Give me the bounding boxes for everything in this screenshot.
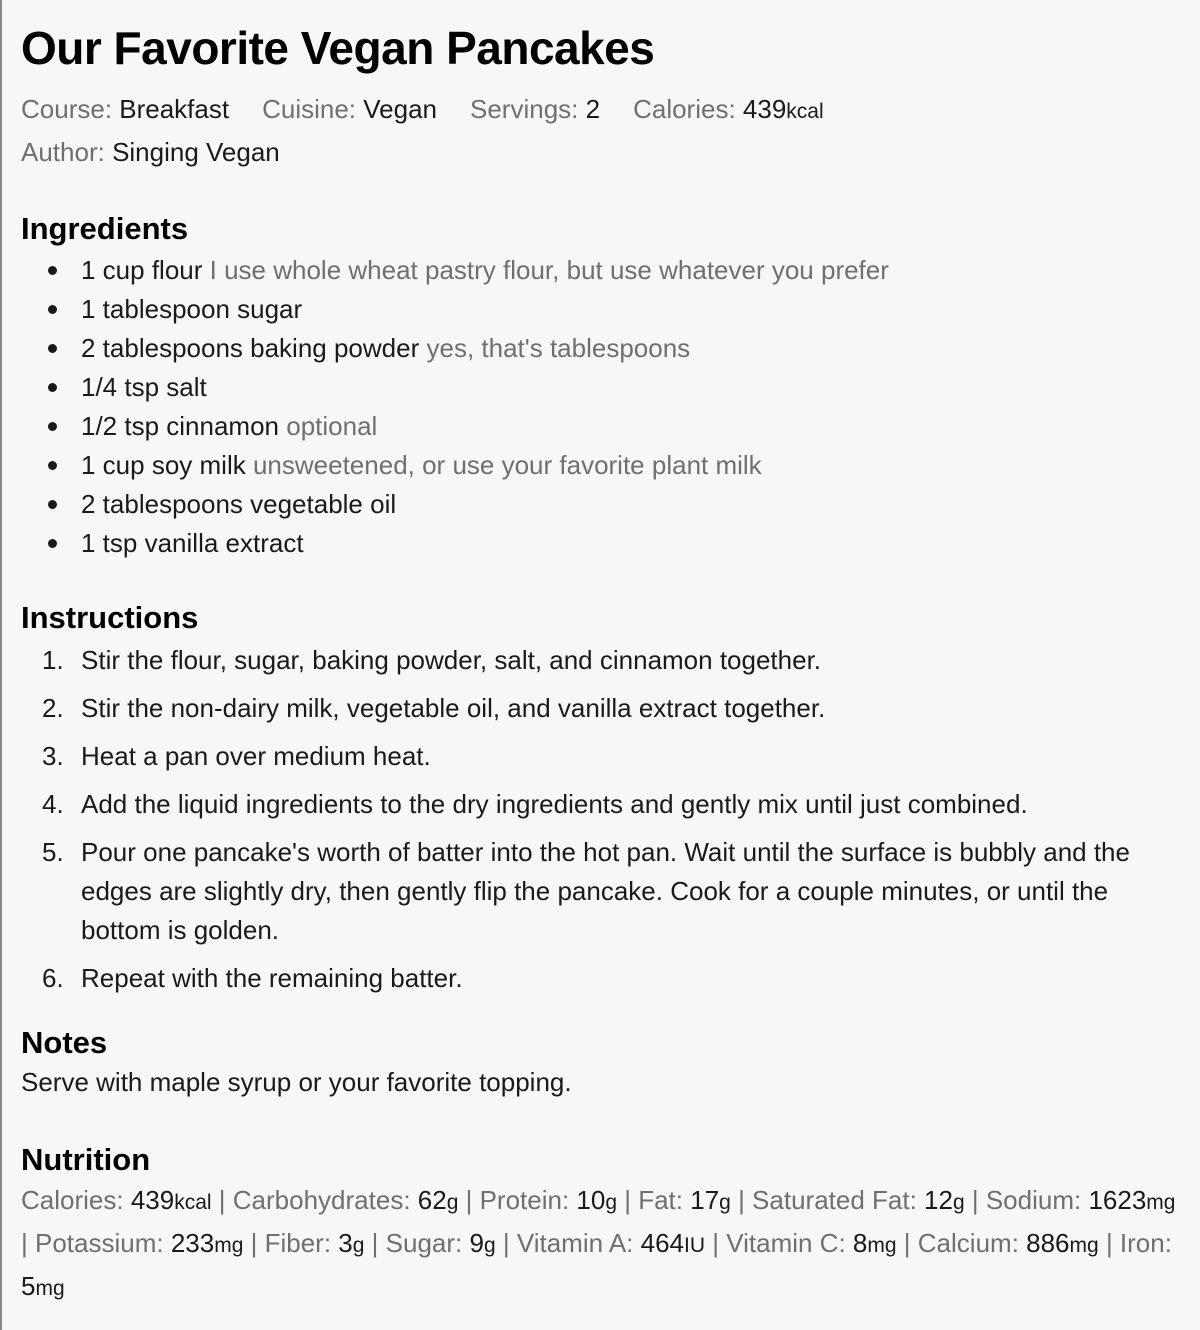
- instruction-step: [21, 959, 1198, 998]
- nutrition-value: 5: [21, 1271, 36, 1301]
- nutrition-item: [386, 1228, 496, 1258]
- nutrition-unit: g: [352, 1234, 365, 1257]
- ingredients-section: [21, 210, 1198, 563]
- step-number: 2.: [42, 693, 64, 723]
- nutrition-item: [265, 1228, 365, 1258]
- nutrition-separator: |: [730, 1185, 753, 1215]
- nutrition-label: Saturated Fat:: [752, 1185, 925, 1215]
- instruction-step: [21, 737, 1198, 776]
- bullet-icon: [48, 539, 57, 548]
- bullet-icon: [48, 305, 57, 314]
- nutrition-separator: |: [243, 1228, 265, 1258]
- nutrition-value: 10: [576, 1185, 606, 1215]
- nutrition-separator: |: [495, 1228, 517, 1258]
- nutrition-separator: |: [458, 1185, 480, 1215]
- nutrition-label: Fiber:: [264, 1228, 339, 1258]
- nutrition-item: [918, 1228, 1099, 1258]
- step-text: Stir the flour, sugar, baking powder, salt, and cinnamon together.: [81, 645, 822, 675]
- nutrition-unit: kcal: [174, 1191, 212, 1214]
- bullet-icon: [48, 500, 57, 509]
- nutrition-unit: mg: [1069, 1234, 1099, 1257]
- ingredient-text: 1/4 tsp salt: [81, 372, 207, 402]
- ingredients-heading: Ingredients: [21, 211, 189, 246]
- ingredient-item: [21, 524, 1198, 563]
- ingredients-list: [21, 251, 1198, 563]
- step-text: Heat a pan over medium heat.: [81, 741, 431, 771]
- nutrition-label: Carbohydrates:: [232, 1185, 418, 1215]
- nutrition-unit: g: [483, 1234, 496, 1257]
- recipe-meta-row: [21, 89, 1198, 132]
- nutrition-separator: |: [705, 1228, 727, 1258]
- nutrition-item: [233, 1185, 459, 1215]
- nutrition-value: 233: [170, 1228, 215, 1258]
- step-text: Repeat with the remaining batter.: [81, 963, 463, 993]
- nutrition-value: 9: [469, 1228, 484, 1258]
- instructions-list: [21, 641, 1198, 998]
- bullet-icon: [48, 344, 57, 353]
- meta-servings: Servings: 2: [470, 94, 601, 124]
- nutrition-separator: |: [964, 1185, 986, 1215]
- recipe-meta: [21, 89, 1198, 172]
- meta-cuisine: Cuisine: Vegan: [262, 94, 437, 124]
- nutrition-heading: Nutrition: [21, 1142, 151, 1177]
- nutrition-item: [986, 1185, 1176, 1215]
- step-number: 1.: [42, 645, 64, 675]
- nutrition-label: Calories:: [21, 1185, 131, 1215]
- nutrition-unit: mg: [35, 1277, 65, 1300]
- nutrition-item: [35, 1228, 243, 1258]
- nutrition-value: 886: [1026, 1228, 1070, 1258]
- meta-author: Author: Singing Vegan: [21, 137, 280, 167]
- nutrition-value: 17: [690, 1185, 720, 1215]
- nutrition-unit: mg: [1146, 1191, 1176, 1214]
- ingredient-text: 2 tablespoons vegetable oil: [81, 489, 397, 519]
- step-number: 3.: [42, 741, 64, 771]
- nutrition-item: [517, 1228, 705, 1258]
- notes-heading: Notes: [21, 1025, 108, 1060]
- instruction-step: [21, 641, 1198, 680]
- ingredient-item: [21, 251, 1198, 290]
- ingredient-note: unsweetened, or use your favorite plant milk: [252, 450, 762, 480]
- recipe-author-row: [21, 132, 1198, 172]
- ingredient-note: I use whole wheat pastry flour, but use whatever you prefer: [209, 255, 889, 285]
- nutrition-item: [21, 1185, 212, 1215]
- meta-course: Course: Breakfast: [21, 94, 230, 124]
- nutrition-label: Iron:: [1119, 1228, 1172, 1258]
- nutrition-section: [21, 1141, 1198, 1309]
- nutrition-label: Fat:: [638, 1185, 691, 1215]
- ingredient-text: 2 tablespoons baking powder: [81, 333, 420, 363]
- nutrition-separator: |: [364, 1228, 386, 1258]
- instruction-step: [21, 785, 1198, 824]
- step-number: 6.: [42, 963, 64, 993]
- nutrition-label: Sugar:: [385, 1228, 470, 1258]
- ingredient-note: yes, that's tablespoons: [426, 333, 691, 363]
- nutrition-value: 1623: [1088, 1185, 1147, 1215]
- step-number: 5.: [42, 837, 64, 867]
- ingredient-item: [21, 485, 1198, 524]
- notes-text: Serve with maple syrup or your favorite topping.: [21, 1067, 572, 1097]
- nutrition-label: Vitamin C:: [726, 1228, 853, 1258]
- nutrition-item: [726, 1228, 896, 1258]
- instruction-step: [21, 833, 1198, 950]
- ingredient-item: [21, 329, 1198, 368]
- ingredient-text: 1 tablespoon sugar: [81, 294, 303, 324]
- nutrition-item: [752, 1185, 965, 1215]
- nutrition-value: 439: [130, 1185, 175, 1215]
- nutrition-separator: |: [211, 1185, 233, 1215]
- recipe-title: Our Favorite Vegan Pancakes: [21, 22, 655, 74]
- nutrition-unit: g: [446, 1191, 459, 1214]
- nutrition-value: 62: [417, 1185, 447, 1215]
- nutrition-value: 12: [924, 1185, 953, 1215]
- nutrition-unit: mg: [214, 1234, 244, 1257]
- nutrition-separator: |: [617, 1185, 639, 1215]
- notes-section: [21, 1024, 1198, 1102]
- nutrition-separator: |: [21, 1228, 35, 1258]
- ingredient-item: [21, 446, 1198, 485]
- ingredient-text: 1 tsp vanilla extract: [81, 528, 304, 558]
- nutrition-label: Vitamin A:: [516, 1228, 641, 1258]
- nutrition-unit: IU: [684, 1234, 706, 1257]
- nutrition-item: [480, 1185, 617, 1215]
- nutrition-unit: g: [719, 1191, 731, 1214]
- ingredient-note: optional: [286, 411, 378, 441]
- ingredient-item: [21, 290, 1198, 329]
- nutrition-value: 8: [852, 1228, 868, 1258]
- ingredient-item: [21, 368, 1198, 407]
- nutrition-separator: |: [896, 1228, 918, 1258]
- step-number: 4.: [42, 789, 64, 819]
- step-text: Stir the non-dairy milk, vegetable oil, and vanilla extract together.: [81, 693, 826, 723]
- nutrition-unit: mg: [867, 1234, 897, 1257]
- nutrition-label: Potassium:: [34, 1228, 171, 1258]
- bullet-icon: [48, 266, 57, 275]
- bullet-icon: [48, 461, 57, 470]
- ingredient-text: 1 cup soy milk: [81, 450, 246, 480]
- nutrition-value: 3: [338, 1228, 353, 1258]
- bullet-icon: [48, 422, 57, 431]
- ingredient-text: 1 cup flour: [81, 255, 203, 285]
- ingredient-text: 1/2 tsp cinnamon: [81, 411, 280, 441]
- instruction-step: [21, 689, 1198, 728]
- nutrition-facts: [21, 1180, 1198, 1309]
- ingredient-item: [21, 407, 1198, 446]
- nutrition-label: Protein:: [479, 1185, 577, 1215]
- nutrition-label: Sodium:: [985, 1185, 1089, 1215]
- bullet-icon: [48, 383, 57, 392]
- meta-calories: Calories: 439kcal: [633, 94, 824, 124]
- instructions-section: [21, 599, 1198, 998]
- step-text: Add the liquid ingredients to the dry ingredients and gently mix until just combined.: [81, 789, 1028, 819]
- instructions-heading: Instructions: [21, 600, 199, 635]
- nutrition-separator: |: [1098, 1228, 1120, 1258]
- nutrition-label: Calcium:: [917, 1228, 1027, 1258]
- nutrition-item: [638, 1185, 731, 1215]
- nutrition-unit: g: [605, 1191, 618, 1214]
- nutrition-value: 464: [640, 1228, 685, 1258]
- step-text: Pour one pancake's worth of batter into the hot pan. Wait until the surface is bubbly and the edges are slightly dry, then gently flip the pancake. Cook for a couple minutes, or until the bottom is golden.: [81, 837, 1130, 945]
- nutrition-unit: g: [952, 1191, 965, 1214]
